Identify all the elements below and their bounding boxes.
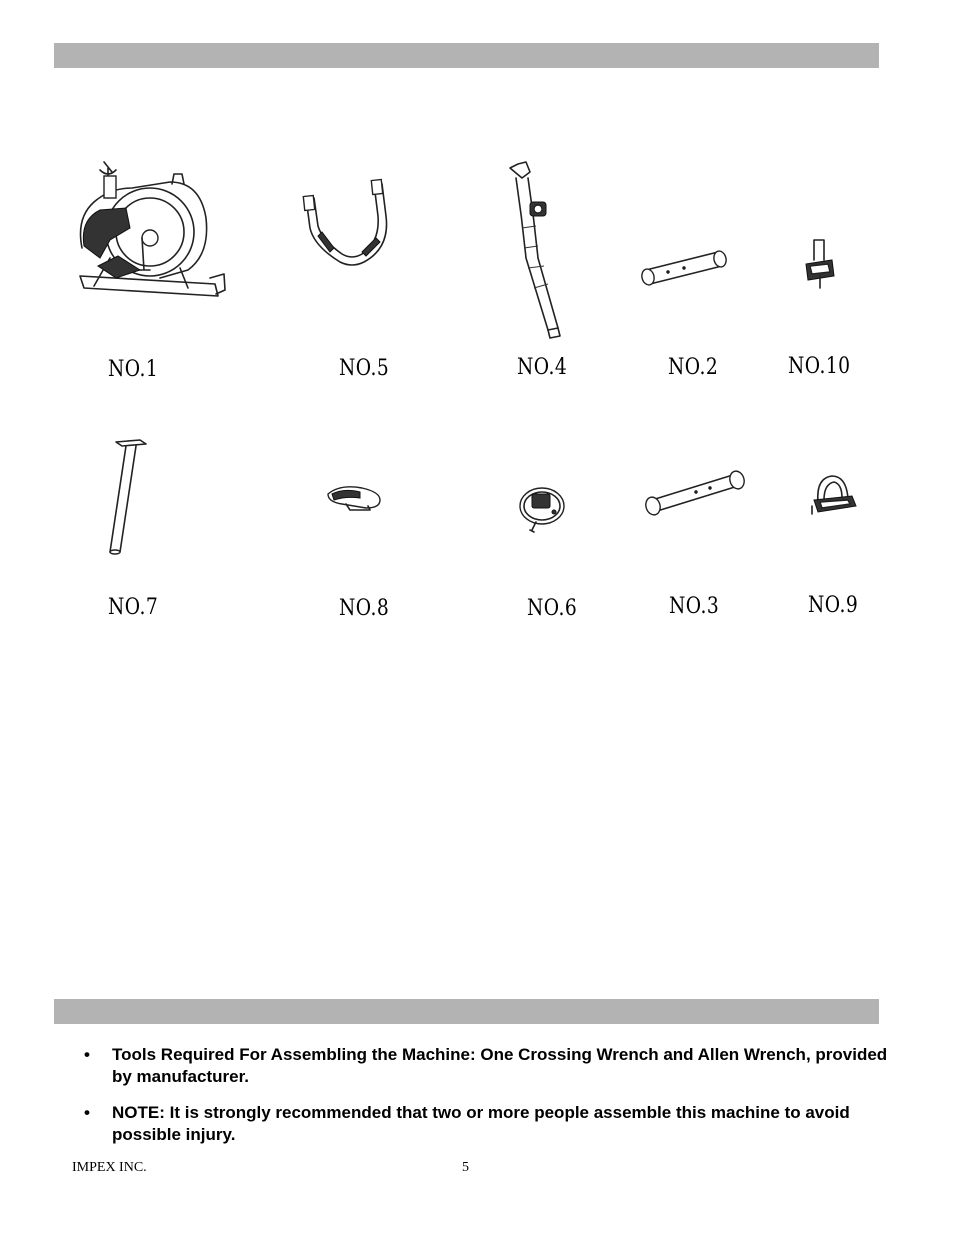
part-label: NO.6 [527,596,578,621]
rear-stabilizer-icon [640,462,748,522]
note-text: NOTE: It is strongly recommended that two or more people assemble this machine to avoid possible injury. [112,1103,850,1144]
bullet: • [84,1103,90,1122]
notes-list [84,1044,904,1160]
note-tools [84,1044,904,1088]
section-header-bar-parts [54,43,879,68]
note-text: Tools Required For Assembling the Machine: One Crossing Wrench and Allen Wrench, provided by manufacturer. [112,1045,888,1086]
handlebar-icon [300,176,400,276]
note-warning [84,1102,904,1146]
part-label: NO.10 [788,354,851,379]
footer-company: IMPEX INC. [72,1160,147,1175]
part-label: NO.2 [668,355,719,380]
bullet: • [84,1045,90,1064]
part-label: NO.4 [517,355,568,380]
part-label: NO.9 [808,593,859,618]
part-label: NO.3 [669,594,720,619]
part-label: NO.1 [108,357,159,382]
console-icon [514,482,574,540]
part-label: NO.8 [339,596,390,621]
front-stabilizer-icon [638,240,730,288]
footer-page-number: 5 [462,1160,469,1175]
right-pedal-icon [808,470,862,522]
left-pedal-icon [800,236,840,292]
main-frame-icon [70,158,230,308]
seat-post-icon [96,434,156,558]
seat-icon [322,480,384,516]
part-label: NO.7 [108,595,159,620]
part-label: NO.5 [339,356,390,381]
section-header-bar-tools [54,999,879,1024]
handlebar-post-icon [500,158,570,340]
